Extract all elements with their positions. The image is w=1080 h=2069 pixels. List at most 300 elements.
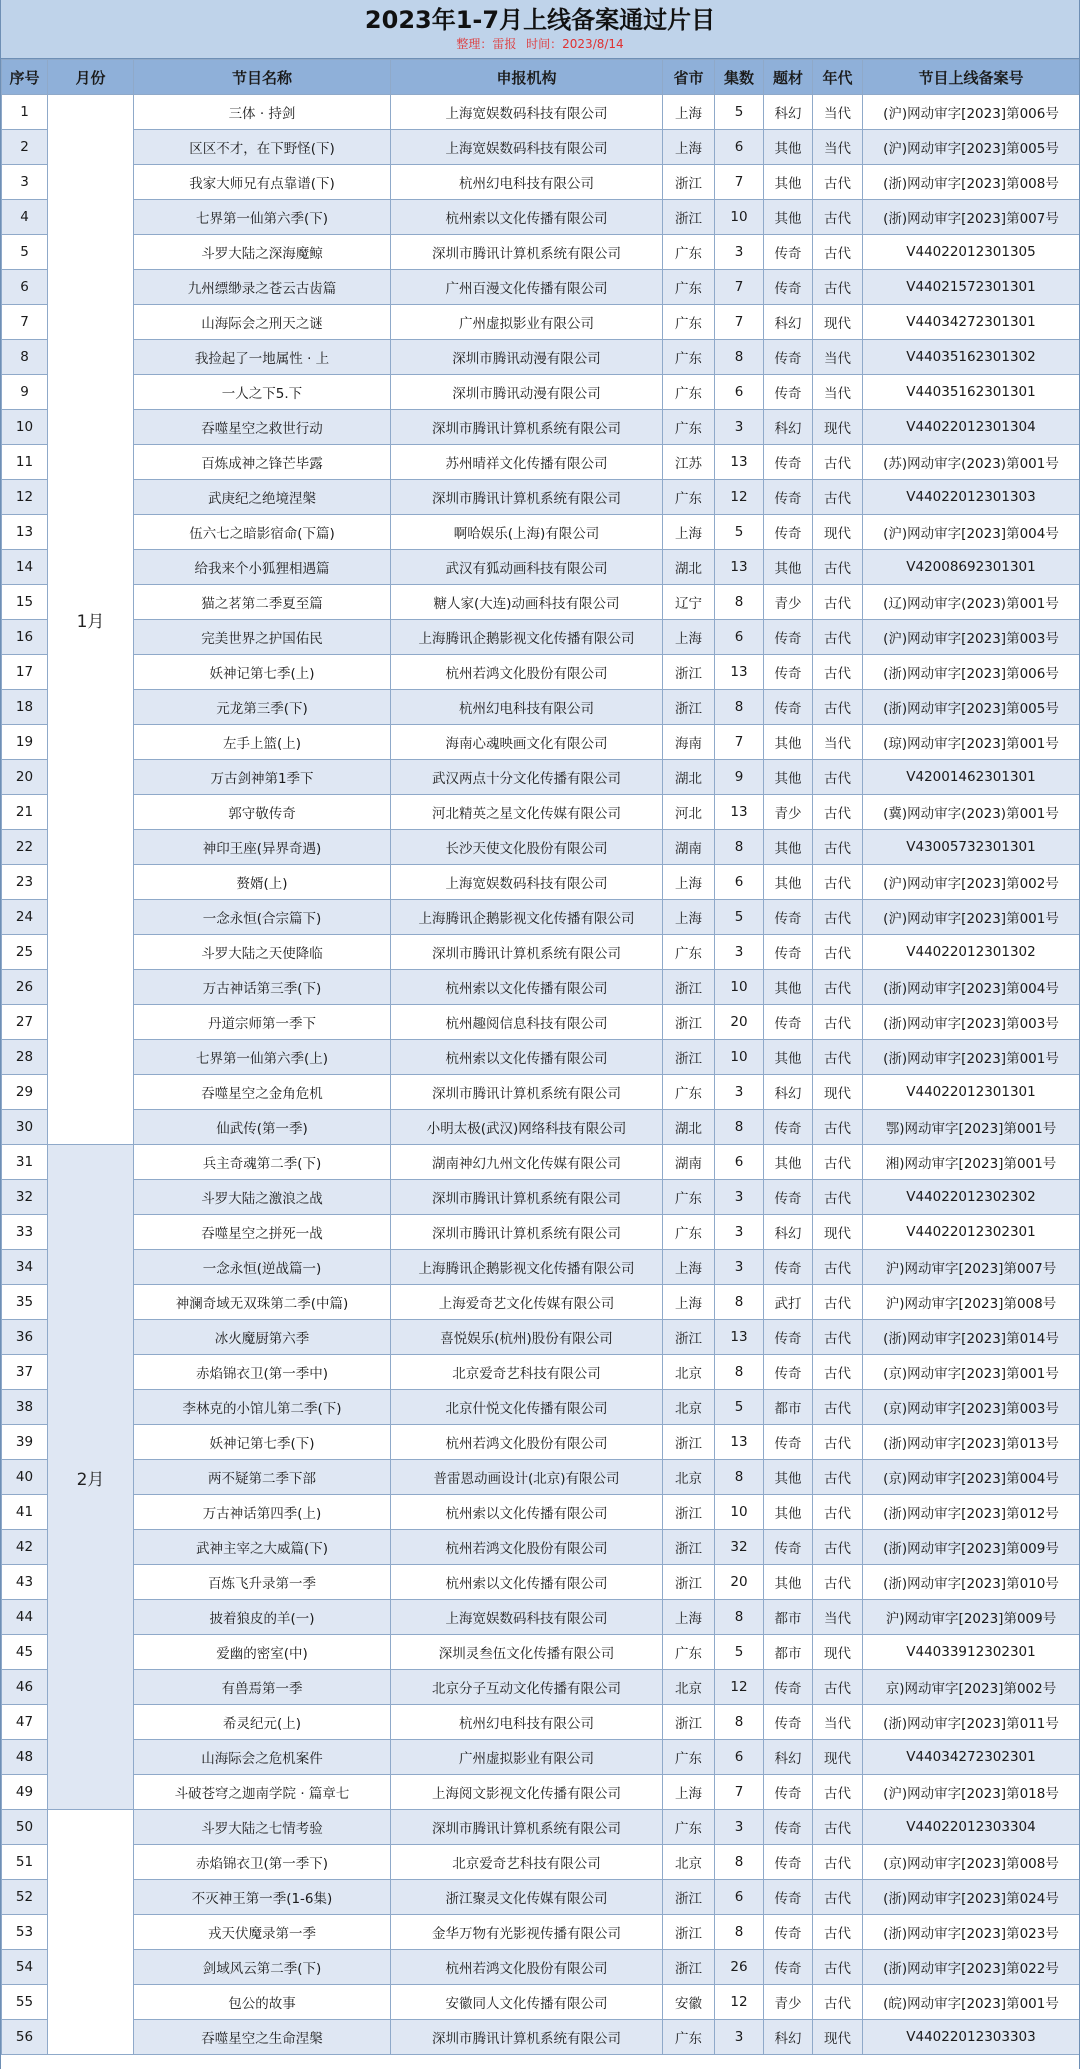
- cell-title: 不灭神王第一季(1-6集): [134, 1880, 391, 1915]
- cell-episodes: 3: [715, 1215, 764, 1250]
- cell-province: 湖北: [663, 760, 715, 795]
- cell-filing-no: 沪)网动审字[2023]第009号: [863, 1600, 1080, 1635]
- cell-filing-no: V44022012301302: [863, 935, 1080, 970]
- cell-filing-no: (浙)网动审字[2023]第003号: [863, 1005, 1080, 1040]
- cell-title: 左手上篮(上): [134, 725, 391, 760]
- cell-province: 安徽: [663, 1985, 715, 2020]
- cell-org: 浙江聚灵文化传媒有限公司: [391, 1880, 663, 1915]
- table-row: [2, 445, 1080, 480]
- cell-province: 广东: [663, 2020, 715, 2055]
- cell-era: 古代: [813, 1530, 863, 1565]
- cell-genre: 其他: [764, 1040, 813, 1075]
- table-row: [2, 130, 1080, 165]
- cell-genre: 都市: [764, 1635, 813, 1670]
- cell-province: 上海: [663, 1775, 715, 1810]
- cell-title: 完美世界之护国佑民: [134, 620, 391, 655]
- cell-era: 现代: [813, 410, 863, 445]
- cell-genre: 传奇: [764, 270, 813, 305]
- cell-era: 古代: [813, 1355, 863, 1390]
- cell-index: 48: [2, 1740, 48, 1775]
- cell-title: 有兽焉第一季: [134, 1670, 391, 1705]
- cell-org: 上海腾讯企鹅影视文化传播有限公司: [391, 620, 663, 655]
- col-header-org: 申报机构: [391, 60, 663, 95]
- cell-index: 14: [2, 550, 48, 585]
- cell-title: 百炼成神之锋芒毕露: [134, 445, 391, 480]
- cell-index: 51: [2, 1845, 48, 1880]
- cell-province: 广东: [663, 1075, 715, 1110]
- cell-index: 46: [2, 1670, 48, 1705]
- cell-index: 18: [2, 690, 48, 725]
- cell-title: 山海际会之危机案件: [134, 1740, 391, 1775]
- cell-title: 兵主奇魂第二季(下): [134, 1145, 391, 1180]
- cell-title: 丹道宗师第一季下: [134, 1005, 391, 1040]
- cell-province: 北京: [663, 1355, 715, 1390]
- cell-episodes: 20: [715, 1005, 764, 1040]
- cell-org: 杭州索以文化传播有限公司: [391, 1565, 663, 1600]
- cell-era: 古代: [813, 1145, 863, 1180]
- cell-genre: 传奇: [764, 1530, 813, 1565]
- cell-era: 当代: [813, 725, 863, 760]
- cell-genre: 传奇: [764, 480, 813, 515]
- cell-index: 39: [2, 1425, 48, 1460]
- cell-title: 仙武传(第一季): [134, 1110, 391, 1145]
- cell-org: 广州虚拟影业有限公司: [391, 1740, 663, 1775]
- table-row: [2, 1075, 1080, 1110]
- cell-index: 21: [2, 795, 48, 830]
- cell-province: 广东: [663, 410, 715, 445]
- cell-era: 古代: [813, 1845, 863, 1880]
- cell-org: 杭州索以文化传播有限公司: [391, 970, 663, 1005]
- table-row: [2, 1705, 1080, 1740]
- cell-genre: 青少: [764, 585, 813, 620]
- cell-genre: 传奇: [764, 1705, 813, 1740]
- cell-org: 深圳市腾讯动漫有限公司: [391, 375, 663, 410]
- cell-genre: 科幻: [764, 95, 813, 130]
- cell-province: 浙江: [663, 1425, 715, 1460]
- cell-province: 河北: [663, 795, 715, 830]
- table-row: [2, 760, 1080, 795]
- cell-genre: 传奇: [764, 1110, 813, 1145]
- cell-episodes: 3: [715, 935, 764, 970]
- cell-episodes: 3: [715, 410, 764, 445]
- cell-title: 两不疑第二季下部: [134, 1460, 391, 1495]
- cell-title: 冰火魔厨第六季: [134, 1320, 391, 1355]
- cell-org: 北京爱奇艺科技有限公司: [391, 1355, 663, 1390]
- cell-title: 神澜奇域无双珠第二季(中篇): [134, 1285, 391, 1320]
- cell-episodes: 8: [715, 585, 764, 620]
- cell-index: 3: [2, 165, 48, 200]
- table-row: [2, 1250, 1080, 1285]
- cell-province: 北京: [663, 1460, 715, 1495]
- cell-org: 上海宽娱数码科技有限公司: [391, 1600, 663, 1635]
- cell-genre: 其他: [764, 1460, 813, 1495]
- cell-filing-no: V44035162301302: [863, 340, 1080, 375]
- cell-episodes: 8: [715, 1460, 764, 1495]
- cell-title: 爱幽的密室(中): [134, 1635, 391, 1670]
- cell-episodes: 8: [715, 340, 764, 375]
- cell-org: 深圳市腾讯计算机系统有限公司: [391, 1810, 663, 1845]
- cell-genre: 传奇: [764, 1950, 813, 1985]
- cell-episodes: 20: [715, 1565, 764, 1600]
- table-row: [2, 410, 1080, 445]
- cell-org: 上海宽娱数码科技有限公司: [391, 865, 663, 900]
- cell-index: 45: [2, 1635, 48, 1670]
- cell-era: 古代: [813, 795, 863, 830]
- cell-episodes: 13: [715, 655, 764, 690]
- cell-index: 56: [2, 2020, 48, 2055]
- cell-episodes: 12: [715, 480, 764, 515]
- cell-province: 浙江: [663, 1005, 715, 1040]
- cell-province: 浙江: [663, 1040, 715, 1075]
- table-row: [2, 270, 1080, 305]
- table-row: [2, 655, 1080, 690]
- cell-era: 古代: [813, 620, 863, 655]
- cell-episodes: 3: [715, 1810, 764, 1845]
- cell-month: [48, 1810, 134, 2055]
- cell-filing-no: V44022012303304: [863, 1810, 1080, 1845]
- cell-org: 杭州索以文化传播有限公司: [391, 1495, 663, 1530]
- table-row: [2, 1985, 1080, 2020]
- cell-filing-no: (浙)网动审字[2023]第006号: [863, 655, 1080, 690]
- cell-org: 杭州若鸿文化股份有限公司: [391, 1530, 663, 1565]
- table-row: [2, 2020, 1080, 2055]
- cell-title: 一念永恒(逆战篇一): [134, 1250, 391, 1285]
- cell-index: 1: [2, 95, 48, 130]
- cell-org: 上海腾讯企鹅影视文化传播有限公司: [391, 1250, 663, 1285]
- cell-province: 广东: [663, 375, 715, 410]
- col-header-episodes: 集数: [715, 60, 764, 95]
- cell-province: 上海: [663, 130, 715, 165]
- cell-filing-no: 沪)网动审字[2023]第007号: [863, 1250, 1080, 1285]
- cell-era: 古代: [813, 585, 863, 620]
- cell-episodes: 5: [715, 1635, 764, 1670]
- cell-province: 广东: [663, 1180, 715, 1215]
- cell-org: 上海爱奇艺文化传媒有限公司: [391, 1285, 663, 1320]
- cell-province: 广东: [663, 1740, 715, 1775]
- cell-month: 1月: [48, 95, 134, 1145]
- cell-org: 海南心魂映画文化有限公司: [391, 725, 663, 760]
- table-row: [2, 795, 1080, 830]
- cell-org: 广州虚拟影业有限公司: [391, 305, 663, 340]
- cell-index: 7: [2, 305, 48, 340]
- cell-episodes: 26: [715, 1950, 764, 1985]
- cell-genre: 其他: [764, 130, 813, 165]
- table-row: [2, 1915, 1080, 1950]
- cell-org: 深圳市腾讯计算机系统有限公司: [391, 480, 663, 515]
- cell-episodes: 8: [715, 1705, 764, 1740]
- table-row: [2, 340, 1080, 375]
- cell-episodes: 8: [715, 1845, 764, 1880]
- cell-genre: 青少: [764, 795, 813, 830]
- cell-index: 25: [2, 935, 48, 970]
- cell-episodes: 7: [715, 305, 764, 340]
- cell-filing-no: (浙)网动审字[2023]第014号: [863, 1320, 1080, 1355]
- cell-org: 深圳市腾讯计算机系统有限公司: [391, 410, 663, 445]
- cell-org: 深圳市腾讯计算机系统有限公司: [391, 1075, 663, 1110]
- cell-filing-no: (沪)网动审字[2023]第003号: [863, 620, 1080, 655]
- cell-era: 当代: [813, 375, 863, 410]
- cell-genre: 传奇: [764, 375, 813, 410]
- cell-era: 古代: [813, 1495, 863, 1530]
- cell-index: 22: [2, 830, 48, 865]
- cell-index: 35: [2, 1285, 48, 1320]
- cell-index: 49: [2, 1775, 48, 1810]
- cell-era: 古代: [813, 1460, 863, 1495]
- cell-era: 现代: [813, 1075, 863, 1110]
- time-label: 时间：2023/8/14: [526, 37, 624, 51]
- cell-genre: 传奇: [764, 1845, 813, 1880]
- cell-filing-no: (冀)网动审字(2023)第001号: [863, 795, 1080, 830]
- cell-episodes: 5: [715, 95, 764, 130]
- cell-genre: 传奇: [764, 1355, 813, 1390]
- cell-province: 浙江: [663, 970, 715, 1005]
- cell-title: 李林克的小馆儿第二季(下): [134, 1390, 391, 1425]
- cell-org: 安徽同人文化传播有限公司: [391, 1985, 663, 2020]
- cell-org: 杭州趣阅信息科技有限公司: [391, 1005, 663, 1040]
- table-row: [2, 550, 1080, 585]
- cell-index: 32: [2, 1180, 48, 1215]
- cell-filing-no: V44022012301304: [863, 410, 1080, 445]
- cell-title: 山海际会之刑天之谜: [134, 305, 391, 340]
- cell-filing-no: (浙)网动审字[2023]第012号: [863, 1495, 1080, 1530]
- table-row: [2, 1390, 1080, 1425]
- cell-era: 现代: [813, 1215, 863, 1250]
- cell-filing-no: V44035162301301: [863, 375, 1080, 410]
- cell-era: 当代: [813, 130, 863, 165]
- cell-filing-no: (浙)网动审字[2023]第024号: [863, 1880, 1080, 1915]
- cell-era: 现代: [813, 1740, 863, 1775]
- cell-index: 37: [2, 1355, 48, 1390]
- cell-genre: 传奇: [764, 1775, 813, 1810]
- cell-era: 古代: [813, 235, 863, 270]
- cell-index: 41: [2, 1495, 48, 1530]
- cell-org: 杭州幻电科技有限公司: [391, 690, 663, 725]
- cell-index: 23: [2, 865, 48, 900]
- cell-genre: 武打: [764, 1285, 813, 1320]
- table-row: [2, 200, 1080, 235]
- cell-title: 吞噬星空之拼死一战: [134, 1215, 391, 1250]
- cell-episodes: 13: [715, 1320, 764, 1355]
- cell-title: 猫之茗第二季夏至篇: [134, 585, 391, 620]
- cell-genre: 其他: [764, 1495, 813, 1530]
- cell-title: 赘婿(上): [134, 865, 391, 900]
- cell-org: 深圳市腾讯计算机系统有限公司: [391, 2020, 663, 2055]
- cell-org: 上海阅文影视文化传播有限公司: [391, 1775, 663, 1810]
- cell-province: 上海: [663, 1285, 715, 1320]
- cell-filing-no: (沪)网动审字[2023]第006号: [863, 95, 1080, 130]
- cell-filing-no: V44022012303303: [863, 2020, 1080, 2055]
- table-row: [2, 95, 1080, 130]
- table-row: [2, 1355, 1080, 1390]
- cell-index: 17: [2, 655, 48, 690]
- cell-genre: 传奇: [764, 935, 813, 970]
- cell-province: 浙江: [663, 1495, 715, 1530]
- cell-filing-no: (浙)网动审字[2023]第005号: [863, 690, 1080, 725]
- cell-episodes: 9: [715, 760, 764, 795]
- table-body: [2, 95, 1080, 2055]
- cell-title: 赤焰锦衣卫(第一季下): [134, 1845, 391, 1880]
- table-row: [2, 620, 1080, 655]
- cell-genre: 其他: [764, 165, 813, 200]
- cell-filing-no: (浙)网动审字[2023]第001号: [863, 1040, 1080, 1075]
- table-row: [2, 585, 1080, 620]
- table-row: [2, 1775, 1080, 1810]
- cell-province: 广东: [663, 480, 715, 515]
- cell-filing-no: V44034272301301: [863, 305, 1080, 340]
- cell-episodes: 7: [715, 725, 764, 760]
- cell-episodes: 13: [715, 550, 764, 585]
- cell-episodes: 8: [715, 830, 764, 865]
- cell-filing-no: V44022012301301: [863, 1075, 1080, 1110]
- cell-index: 52: [2, 1880, 48, 1915]
- cell-province: 广东: [663, 1215, 715, 1250]
- cell-episodes: 10: [715, 200, 764, 235]
- table-row: [2, 1320, 1080, 1355]
- table-row: [2, 1495, 1080, 1530]
- cell-era: 古代: [813, 165, 863, 200]
- cell-title: 斗罗大陆之天使降临: [134, 935, 391, 970]
- cell-province: 上海: [663, 900, 715, 935]
- cell-index: 2: [2, 130, 48, 165]
- cell-index: 36: [2, 1320, 48, 1355]
- cell-filing-no: (沪)网动审字[2023]第001号: [863, 900, 1080, 935]
- cell-title: 披着狼皮的羊(一): [134, 1600, 391, 1635]
- cell-province: 北京: [663, 1390, 715, 1425]
- cell-genre: 科幻: [764, 1740, 813, 1775]
- table-row: [2, 1285, 1080, 1320]
- table-row: [2, 1950, 1080, 1985]
- cell-era: 当代: [813, 1600, 863, 1635]
- cell-index: 53: [2, 1915, 48, 1950]
- filing-table: [1, 59, 1080, 2055]
- cell-era: 古代: [813, 1005, 863, 1040]
- cell-index: 5: [2, 235, 48, 270]
- cell-filing-no: (京)网动审字[2023]第003号: [863, 1390, 1080, 1425]
- cell-province: 浙江: [663, 165, 715, 200]
- cell-title: 吞噬星空之生命涅槃: [134, 2020, 391, 2055]
- cell-province: 江苏: [663, 445, 715, 480]
- cell-era: 古代: [813, 1390, 863, 1425]
- cell-episodes: 6: [715, 1145, 764, 1180]
- cell-era: 古代: [813, 550, 863, 585]
- cell-era: 古代: [813, 690, 863, 725]
- table-row: [2, 690, 1080, 725]
- cell-filing-no: 鄂)网动审字[2023]第001号: [863, 1110, 1080, 1145]
- cell-province: 浙江: [663, 655, 715, 690]
- cell-episodes: 13: [715, 795, 764, 830]
- cell-genre: 其他: [764, 200, 813, 235]
- cell-province: 浙江: [663, 200, 715, 235]
- cell-title: 吞噬星空之救世行动: [134, 410, 391, 445]
- cell-genre: 其他: [764, 1145, 813, 1180]
- cell-org: 湖南神幻九州文化传媒有限公司: [391, 1145, 663, 1180]
- cell-filing-no: (京)网动审字[2023]第004号: [863, 1460, 1080, 1495]
- cell-era: 古代: [813, 1775, 863, 1810]
- cell-title: 神印王座(异界奇遇): [134, 830, 391, 865]
- cell-title: 赤焰锦衣卫(第一季中): [134, 1355, 391, 1390]
- col-header-province: 省市: [663, 60, 715, 95]
- cell-org: 杭州幻电科技有限公司: [391, 1705, 663, 1740]
- cell-filing-no: 京)网动审字[2023]第002号: [863, 1670, 1080, 1705]
- cell-title: 武神主宰之大威篇(下): [134, 1530, 391, 1565]
- cell-era: 古代: [813, 270, 863, 305]
- cell-episodes: 5: [715, 1390, 764, 1425]
- cell-org: 武汉有狐动画科技有限公司: [391, 550, 663, 585]
- cell-era: 古代: [813, 1250, 863, 1285]
- cell-title: 元龙第三季(下): [134, 690, 391, 725]
- cell-filing-no: (苏)网动审字(2023)第001号: [863, 445, 1080, 480]
- cell-era: 古代: [813, 865, 863, 900]
- cell-index: 8: [2, 340, 48, 375]
- table-header: [2, 60, 1080, 95]
- cell-episodes: 8: [715, 1600, 764, 1635]
- cell-index: 28: [2, 1040, 48, 1075]
- table-row: [2, 1005, 1080, 1040]
- cell-era: 古代: [813, 1110, 863, 1145]
- cell-genre: 都市: [764, 1390, 813, 1425]
- cell-province: 广东: [663, 270, 715, 305]
- cell-index: 47: [2, 1705, 48, 1740]
- cell-title: 我捡起了一地属性 · 上: [134, 340, 391, 375]
- cell-genre: 科幻: [764, 410, 813, 445]
- cell-filing-no: V44033912302301: [863, 1635, 1080, 1670]
- cell-episodes: 12: [715, 1985, 764, 2020]
- table-row: [2, 1145, 1080, 1180]
- cell-org: 广州百漫文化传播有限公司: [391, 270, 663, 305]
- cell-index: 43: [2, 1565, 48, 1600]
- cell-genre: 其他: [764, 550, 813, 585]
- cell-province: 湖北: [663, 550, 715, 585]
- cell-filing-no: (浙)网动审字[2023]第013号: [863, 1425, 1080, 1460]
- cell-filing-no: V44021572301301: [863, 270, 1080, 305]
- cell-title: 七界第一仙第六季(上): [134, 1040, 391, 1075]
- cell-index: 19: [2, 725, 48, 760]
- cell-index: 34: [2, 1250, 48, 1285]
- cell-province: 北京: [663, 1845, 715, 1880]
- cell-index: 29: [2, 1075, 48, 1110]
- cell-episodes: 8: [715, 1285, 764, 1320]
- cell-era: 古代: [813, 1180, 863, 1215]
- cell-index: 42: [2, 1530, 48, 1565]
- cell-org: 上海腾讯企鹅影视文化传播有限公司: [391, 900, 663, 935]
- cell-genre: 科幻: [764, 305, 813, 340]
- table-row: [2, 1040, 1080, 1075]
- cell-episodes: 10: [715, 970, 764, 1005]
- cell-filing-no: V42008692301301: [863, 550, 1080, 585]
- table-row: [2, 165, 1080, 200]
- cell-filing-no: (皖)网动审字[2023]第001号: [863, 1985, 1080, 2020]
- cell-org: 深圳市腾讯计算机系统有限公司: [391, 1215, 663, 1250]
- cell-index: 26: [2, 970, 48, 1005]
- cell-episodes: 10: [715, 1040, 764, 1075]
- col-header-title: 节目名称: [134, 60, 391, 95]
- cell-genre: 都市: [764, 1600, 813, 1635]
- cell-era: 现代: [813, 305, 863, 340]
- cell-genre: 传奇: [764, 1880, 813, 1915]
- table-row: [2, 1530, 1080, 1565]
- cell-title: 一人之下5.下: [134, 375, 391, 410]
- cell-org: 河北精英之星文化传媒有限公司: [391, 795, 663, 830]
- cell-title: 郭守敬传奇: [134, 795, 391, 830]
- col-header-era: 年代: [813, 60, 863, 95]
- cell-filing-no: V44022012302302: [863, 1180, 1080, 1215]
- table-row: [2, 1565, 1080, 1600]
- subtitle: [1, 35, 1079, 53]
- cell-genre: 其他: [764, 865, 813, 900]
- cell-province: 海南: [663, 725, 715, 760]
- cell-org: 武汉两点十分文化传播有限公司: [391, 760, 663, 795]
- cell-title: 武庚纪之绝境涅槃: [134, 480, 391, 515]
